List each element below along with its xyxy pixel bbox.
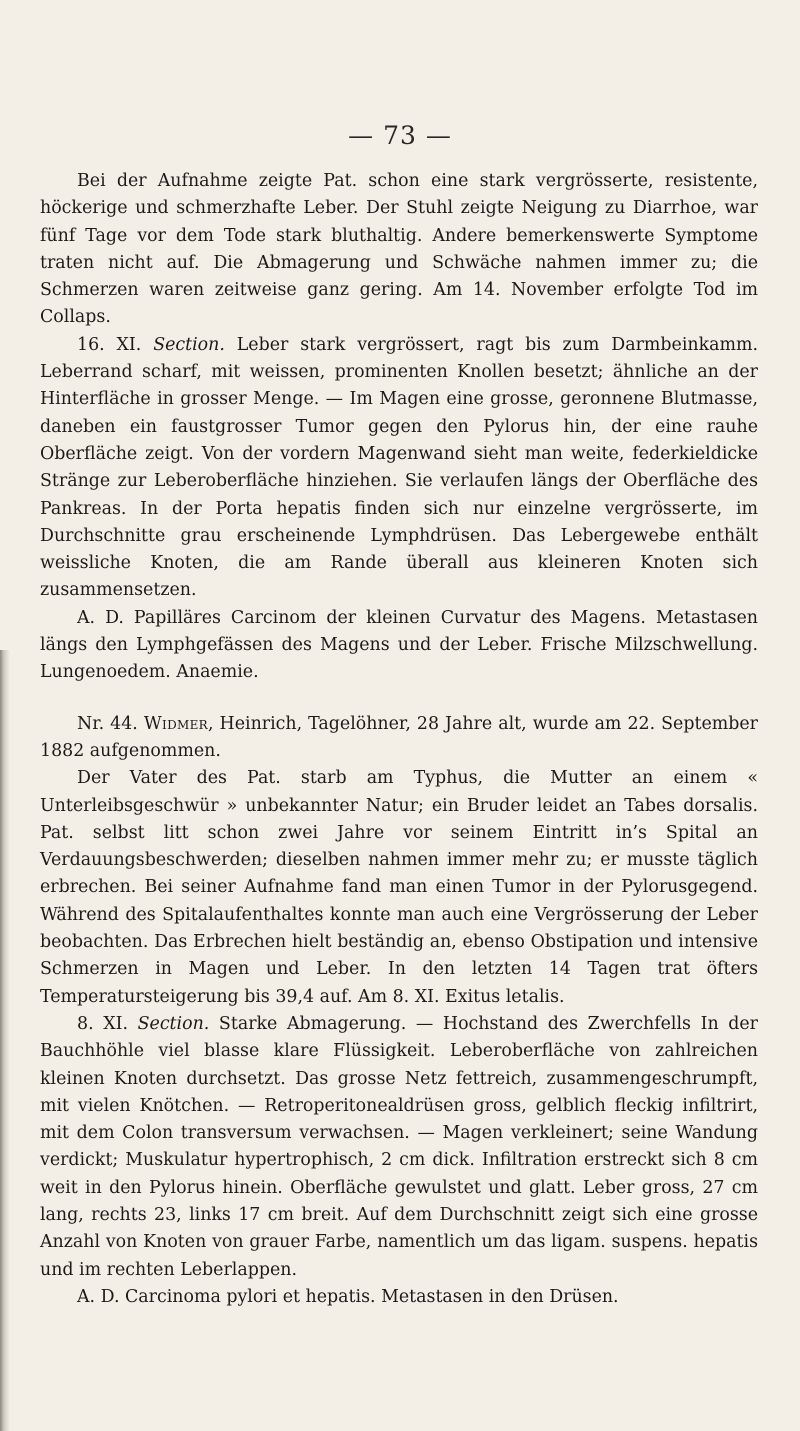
paragraph-gap [40,687,758,711]
paragraph-section-case-44 [40,1011,758,1284]
section-findings: Leber stark vergrössert, ragt bis zum Darmbeinkamm. Leberrand scharf, mit weissen, prominenten Knollen besetzt; ähnliche an der Hinterfläche in grosser Menge. — Im Magen eine grosse, geronnene Blutmasse, daneben ein faustgrosser Tumor gegen den Pylorus hin, der eine rauhe Oberfläche zeigt. Von der vordern Magenwand sieht man weite, federkieldicke Stränge zur Leberoberfläche hinziehen. Sie verlaufen längs der Oberfläche des Pankreas. In der Porta hepatis finden sich nur einzelne vergrösserte, im Durchschnitte grau erscheinende Lymphdrüsen. Das Lebergewebe enthält weissliche Knoten, die am Rande überall aus kleineren Knoten sich zusammensetzen. [40,334,758,601]
paragraph-anamnesis: Der Vater des Pat. starb am Typhus, die Mutter an einem « Unterleibsgeschwür » unbekannter Natur; ein Bruder leidet an Tabes dorsalis. Pat. selbst litt schon zwei Jahre vor seinem Eintritt in’s Spital an Verdauungsbeschwerden; dieselben nahmen immer mehr zu; er musste täglich erbrechen. Bei seiner Aufnahme fand man einen Tumor in der Pylorusgegend. Während des Spitalaufenthaltes konnte man auch eine Vergrösserung der Leber beobachten. Das Erbrechen hielt beständig an, ebenso Obstipation und intensive Schmerzen in Magen und Leber. In den letzten 14 Tagen trat öfters Temperatursteigerung bis 39,4 auf. Am 8. XI. Exitus letalis. [40,768,758,1007]
paragraph-admission-findings: Bei der Aufnahme zeigte Pat. schon eine stark vergrösserte, resistente, höckerige und schmerzhafte Leber. Der Stuhl zeigte Neigung zu Diarrhoe, war fünf Tage vor dem Tode stark bluthaltig. Andere bemerkenswerte Symptome traten nicht auf. Die Abmagerung und Schwäche nahmen immer zu; die Schmerzen waren zeitweise ganz gering. Am 14. November erfolgte Tod im Collaps. [40,171,758,328]
case-intro: , Heinrich, Tagelöhner, 28 Jahre alt, wurde am 22. September 1882 aufgenommen. [40,713,758,761]
case-number: Nr. 44. [77,713,144,734]
paragraph-diagnosis-case-43: A. D. Papilläres Carcinom der kleinen Curvatur des Magens. Metastasen längs den Lymphgefässen des Magens und der Leber. Frische Milzschwellung. Lungenoedem. Anaemie. [40,607,758,683]
paragraph-section-case-43 [40,332,758,605]
section-date: 8. XI. [77,1013,138,1034]
section-heading: Section. [153,334,225,355]
document-body [40,168,758,1311]
section-date: 16. XI. [77,334,154,355]
paragraph-diagnosis-case-44: A. D. Carcinoma pylori et hepatis. Metastasen in den Drüsen. [77,1286,619,1307]
section-findings: Starke Abmagerung. — Hochstand des Zwerchfells In der Bauchhöhle viel blasse klare Flüssigkeit. Leberoberfläche von zahlreichen kleinen Knoten durchsetzt. Das grosse Netz fettreich, zusammengeschrumpft, mit vielen Knötchen. — Retroperitonealdrüsen gross, gelblich fleckig infiltrirt, mit dem Colon transversum verwachsen. — Magen verkleinert; seine Wandung verdickt; Muskulatur hypertrophisch, 2 cm dick. Infiltration erstreckt sich 8 cm weit in den Pylorus hinein. Oberfläche gewulstet und glatt. Leber gross, 27 cm lang, rechts 23, links 17 cm breit. Auf dem Durchschnitt zeigt sich eine grosse Anzahl von Knoten von grauer Farbe, namentlich um das ligam. suspens. hepatis und im rechten Leberlappen. [40,1013,759,1280]
page-edge-shadow [0,650,10,1431]
paragraph-case-header [40,711,758,766]
patient-name: Widmer [143,713,208,734]
page-number: — 73 — [348,121,452,150]
section-heading: Section. [137,1013,210,1034]
